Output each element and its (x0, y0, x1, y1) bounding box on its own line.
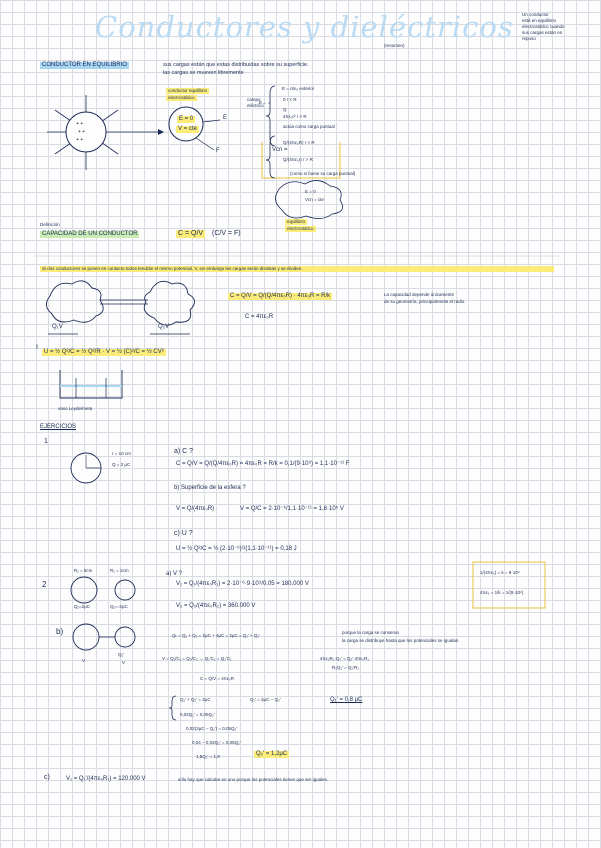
leyden-jar-diagram (60, 370, 122, 398)
ex2-b-sub: 4πε₀R₂·Q₁' = Q₂'·4πε₀R₁ (320, 656, 369, 661)
field-symbol: E→ = (259, 100, 271, 105)
ex2-c-note: sólo hay que calcular en uno porque los potenciales tienen que ser iguales. (178, 777, 329, 782)
ex1-b-label: b) Superficie de la esfera ? (174, 485, 246, 491)
ex2-b-equation: Qₜ = Q₁ + Q₂ = 2μC + 4μC = 2μC = Q₁' + Q₂' (172, 633, 261, 638)
potential-row-1: Q/(4πε₀R) r < R (283, 140, 315, 145)
ex2-b-c: C = Q/V = 4πε₀R (200, 676, 234, 681)
system-eq-2: 0,02Q₁' = 0,05Q₂' (180, 712, 215, 717)
equilibrium-label-1: conductor equilibrio (168, 88, 208, 93)
ex1-given-2: Q = 2 μC (112, 462, 131, 467)
contact-conductors-diagram (46, 281, 194, 334)
contact-formula-2: C = 4πε₀R (245, 314, 274, 320)
section-label-exercises: EJERCICIOS (40, 424, 77, 430)
ex2-a-label: a) V ? (166, 571, 183, 577)
ex2-b-note-2: la carga se distribuye hasta que los potenciales se igualan (342, 638, 459, 643)
capacity-units: (C/V = F) (212, 230, 241, 237)
ex1-b-work-1: V = Q/(4πε₀R) (176, 506, 215, 512)
ex2-r2: R₂ = 2cm (110, 568, 129, 573)
side-note-line: electrostático cuando (522, 24, 565, 29)
exercise-1-number: 1 (44, 438, 48, 445)
electroscope-label: vaso Leyde/meta (58, 406, 93, 411)
system-result: Q₁' = 2μC − Q₂' (250, 697, 281, 702)
v-const-label: V = cte (178, 126, 197, 132)
section-label-conductor: CONDUCTOR EN EQUILIBRIO (42, 62, 127, 68)
energy-formula: U = ½ Q²/C = ½ Q²/R · V = ½ (C)²/C = ½ CV² (44, 349, 164, 355)
ex2-v1: V₁ = Q₁/(4πε₀R₁) = 2·10⁻⁶·9·10⁹/0,05 = 180.000 V (176, 581, 309, 587)
ex2-c-work: V₁ = Q₁'/(4πε₀R₁) = 120.000 V (66, 776, 146, 782)
constant-box (473, 562, 545, 608)
cloud-row-1: E = 0 (305, 189, 316, 194)
system-eq-1: Q₁' + Q₂' = 2μC (180, 697, 211, 702)
ex1-c-label: c) U ? (174, 530, 193, 537)
field-row-1: 0 r < R (283, 97, 297, 102)
ex2-r1: R₁ = 5cm (74, 568, 93, 573)
field-label-2: eléctrico (247, 103, 264, 108)
potential-row-2: Q/(4πε₀r) r > R (283, 157, 313, 162)
solve-step-3: 1,5Q₂' = 1,8 (196, 754, 220, 759)
ex2-q2: Q₂=-2μC (110, 604, 128, 609)
arrow-e-label: E (223, 115, 228, 121)
potential-label: Vcn = (272, 147, 288, 153)
e-zero-label: E = 0 (179, 116, 194, 122)
cloud-note-1: equilibrio (287, 219, 306, 224)
field-row-4: actúa como carga puntual (283, 124, 335, 129)
equilibrium-label-2: electrostático (168, 95, 195, 100)
solve-step-1: 0,02(2μC − Q₁') = 0,05Q₂' (186, 726, 238, 731)
constant-box-line-1: 1/(4πε₀) = k = 9·10⁹ (480, 570, 520, 575)
contact-note-1: La capacidad depende únicamente (384, 292, 455, 297)
field-extra: E = σ/ε₀ exterior (282, 86, 315, 91)
potential-note: (como si fuese su carga puntual) (290, 171, 356, 176)
conductor-desc-2: las cargas se mueven libremente (163, 70, 244, 76)
ex1-a-work: C = Q/V = Q/(Q/4πε₀R) = 4πε₀R = R/k = 0,1/(9·10⁹) = 1,1·10⁻¹¹ F (176, 461, 350, 467)
ex1-a-label: a) C ? (174, 448, 194, 455)
svg-text:+ +: + + (78, 129, 86, 135)
constant-box-line-2: 4πε₀ = 1/k = 1/(9·10⁹) (480, 590, 524, 595)
exercise1-sphere (71, 453, 101, 483)
exercise2-spheres (71, 577, 135, 650)
ex2-q1: Q₁=2μC (74, 604, 90, 609)
section-label-capacity: CAPACIDAD DE UN CONDUCTOR (42, 231, 138, 237)
exclamation-icon: ! (36, 345, 38, 351)
side-note-line: reposo (522, 36, 536, 41)
side-note-line: está en equilibrio (522, 18, 557, 23)
definition-label: Definición (40, 222, 60, 227)
conductor-desc-1: sus cargas están que estas distribuidas sobre su superficie. (163, 62, 309, 68)
ex1-c-work: U = ½ Q²/C = ½ (2·10⁻⁶)²/(1,1·10⁻¹¹) = 0,18 J (176, 546, 297, 552)
ex2-c-label: c) (44, 774, 50, 781)
contact-note-2: de su geometría, principalmente el radio. (384, 299, 466, 304)
svg-text:+ +: + + (76, 137, 84, 143)
ex2-b-sub2: R₂Q₁' = Q₂'R₁ (332, 665, 359, 670)
arrow-f-label: F (216, 148, 220, 154)
ex2-b-q2p: Q₂' (118, 652, 125, 657)
ex2-b-v2: V (122, 660, 126, 665)
svg-text:+ +: + + (76, 121, 84, 127)
side-note-line: Un conductor (522, 12, 549, 17)
cloud-note-2: electrostático (287, 226, 314, 231)
field-label-1: campo (247, 97, 261, 102)
system-brace (169, 696, 176, 720)
ex2-b-v1: V (82, 658, 86, 663)
system-answer-1: Q₁' = 0,8 μC (330, 697, 363, 703)
ex2-b-ratio: V = Q₁/C₁ = Q₂/C₂ → Q₁'C₂ = Q₂'C₁ (162, 656, 232, 661)
q-right-label: Q₂V (158, 324, 169, 330)
system-answer-2: Q₂' = 1,2μC (256, 751, 288, 757)
q-left-label: Q₁V (52, 324, 63, 330)
conductor-sphere-diagram (47, 95, 164, 170)
exercise-2-number: 2 (42, 580, 47, 589)
ex1-b-work-2: V = Q/C = 2·10⁻⁶/1,1·10⁻¹¹ = 1,8·10⁵ V (240, 506, 344, 512)
field-row-3: 4πε₀r² r > R (283, 114, 307, 119)
side-note-line: sus cargas están en (522, 30, 563, 35)
cloud-row-2: Vcn = cte (305, 197, 324, 202)
contact-formula: C = Q/V = Q/(Q/4πε₀R) · 4πε₀R = R/k (230, 293, 331, 299)
page-title: Conductores y dieléctricos (95, 10, 514, 44)
contact-statement: Si dos conductores se ponen en contacto todos tendrán el mismo potencial, V, sin embargo las cargas serán distintas y se dividen. (40, 266, 554, 272)
ex2-b-note-1: porque la carga se conserva (342, 630, 399, 635)
ex2-v2: V₂ = Q₂/(4πε₀R₂) = 360.000 V (176, 603, 256, 609)
subtitle: (resumen) (384, 43, 405, 48)
solve-step-2: 0,04 − 0,02Q₂' = 0,05Q₂' (192, 740, 241, 745)
capacity-formula: C = Q/V (178, 230, 204, 237)
ex2-b-label: b) (56, 627, 64, 636)
ex1-given-1: r = 10 cm (112, 451, 131, 456)
field-row-2: Q (283, 107, 287, 112)
field-brace (262, 86, 340, 178)
